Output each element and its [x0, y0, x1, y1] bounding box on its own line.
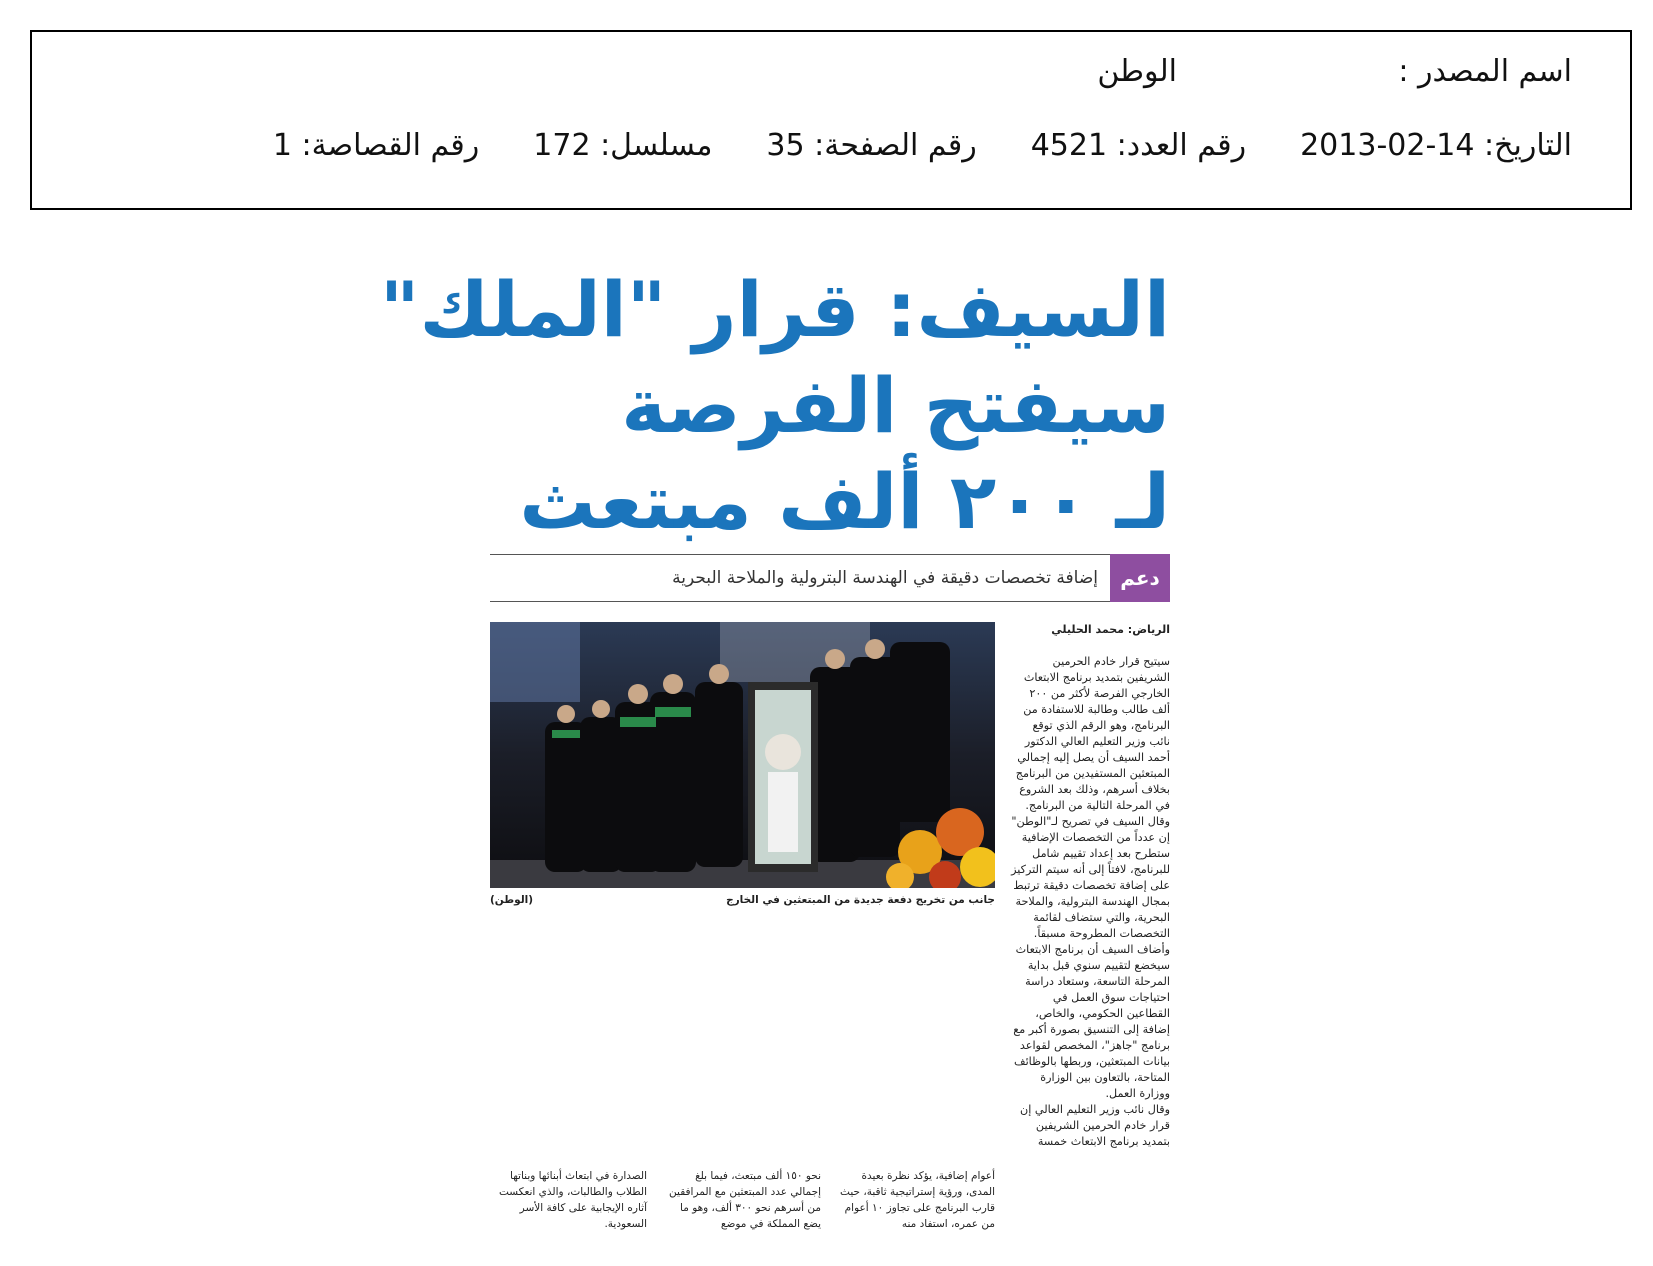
body-paragraph: وأضاف السيف أن برنامج الابتعاث سيخضع لتقييم سنوي قبل بداية المرحلة التاسعة، وستعاد دراسة احتياجات سوق العمل في القطاعين الحكومي، والخاص، إضافة إلى التنسيق بصورة أكبر مع برنامج "جاهز"، المخصص لقواعد بيانات المبتعثين، وربطها بالوظائف المتاحة، بالتعاون بين الوزارة ووزارة العمل. — [1013, 943, 1170, 1100]
source-value: الوطن — [1097, 54, 1177, 89]
graduation-photo — [490, 622, 995, 888]
byline: الرياض: محمد الحليلي — [1051, 623, 1170, 636]
date-field: التاريخ: 14-02-2013 — [1300, 128, 1572, 163]
article-clipping — [379, 262, 1170, 1242]
body-paragraph: وقال نائب وزير التعليم العالي إن قرار خادم الحرمين الشريفين بتمديد برنامج الابتعاث خمسة — [1020, 1103, 1170, 1148]
page-number: رقم الصفحة: 35 — [766, 128, 977, 163]
details-row — [52, 128, 1572, 172]
kicker-bar — [490, 554, 1170, 602]
headline-line: سيفتح الفرصة — [621, 361, 1170, 450]
headline-line: السيف: قرار "الملك" — [379, 265, 1170, 354]
photo-credit: (الوطن) — [490, 894, 534, 906]
photo-caption-row — [490, 894, 995, 906]
clipping-metadata-box — [30, 30, 1632, 210]
headline — [379, 262, 1170, 550]
source-label: اسم المصدر : — [1398, 54, 1572, 89]
kicker-text: إضافة تخصصات دقيقة في الهندسة البترولية والملاحة البحرية — [672, 568, 1098, 588]
article-continuation-columns — [490, 1168, 995, 1232]
clip-number: رقم القصاصة: 1 — [272, 128, 480, 163]
photo-caption: جانب من تخريج دفعة جديدة من المبتعثين في الخارج — [726, 894, 995, 906]
continuation-column: الصدارة في ابتعاث أبنائها وبناتها الطلاب والطالبات، والذي انعكست آثاره الإيجابية على كافة الأسر السعودية. — [498, 1170, 647, 1230]
serial-number: مسلسل: 172 — [533, 128, 713, 163]
body-paragraph: سيتيح قرار خادم الحرمين الشريفين بتمديد برنامج الابتعاث الخارجي الفرصة لأكثر من ٢٠٠ ألف طالب وطالبة للاستفادة من البرنامج، وهو الرقم الذي توقع نائب وزير التعليم العالي الدكتور أحمد السيف أن يصل إليه إجمالي المبتعثين المستفيدين من البرنامج بخلاف أسرهم، وذلك بعد الشروع في المرحلة التالية من البرنامج. — [1015, 655, 1170, 812]
body-paragraph: وقال السيف في تصريح لـ"الوطن" إن عدداً من التخصصات الإضافية ستطرح بعد إعداد تقييم شامل للبرنامج، لافتاً إلى أنه سيتم التركيز على إضافة تخصصات دقيقة ترتبط بمجال الهندسة البترولية، والملاحة البحرية، والتي ستضاف لقائمة التخصصات المطروحة مسبقاً. — [1011, 815, 1170, 940]
article-body-column — [1010, 622, 1170, 1150]
graduation-photo-illustration — [490, 622, 995, 888]
continuation-column: نحو ١٥٠ ألف مبتعث، فيما بلغ إجمالي عدد المبتعثين مع المرافقين من أسرهم نحو ٣٠٠ ألف، وهو ما يضع المملكة في موضع — [669, 1170, 821, 1230]
issue-number: رقم العدد: 4521 — [1030, 128, 1247, 163]
kicker-tag: دعم — [1110, 554, 1170, 602]
continuation-column: أعوام إضافية، يؤكد نظرة بعيدة المدى، ورؤية إستراتيجية ثاقبة، حيث قارب البرنامج على تجاوز ١٠ أعوام من عمره، استفاد منه — [840, 1170, 995, 1230]
headline-line: لـ ٢٠٠ ألف مبتعث — [519, 457, 1170, 546]
